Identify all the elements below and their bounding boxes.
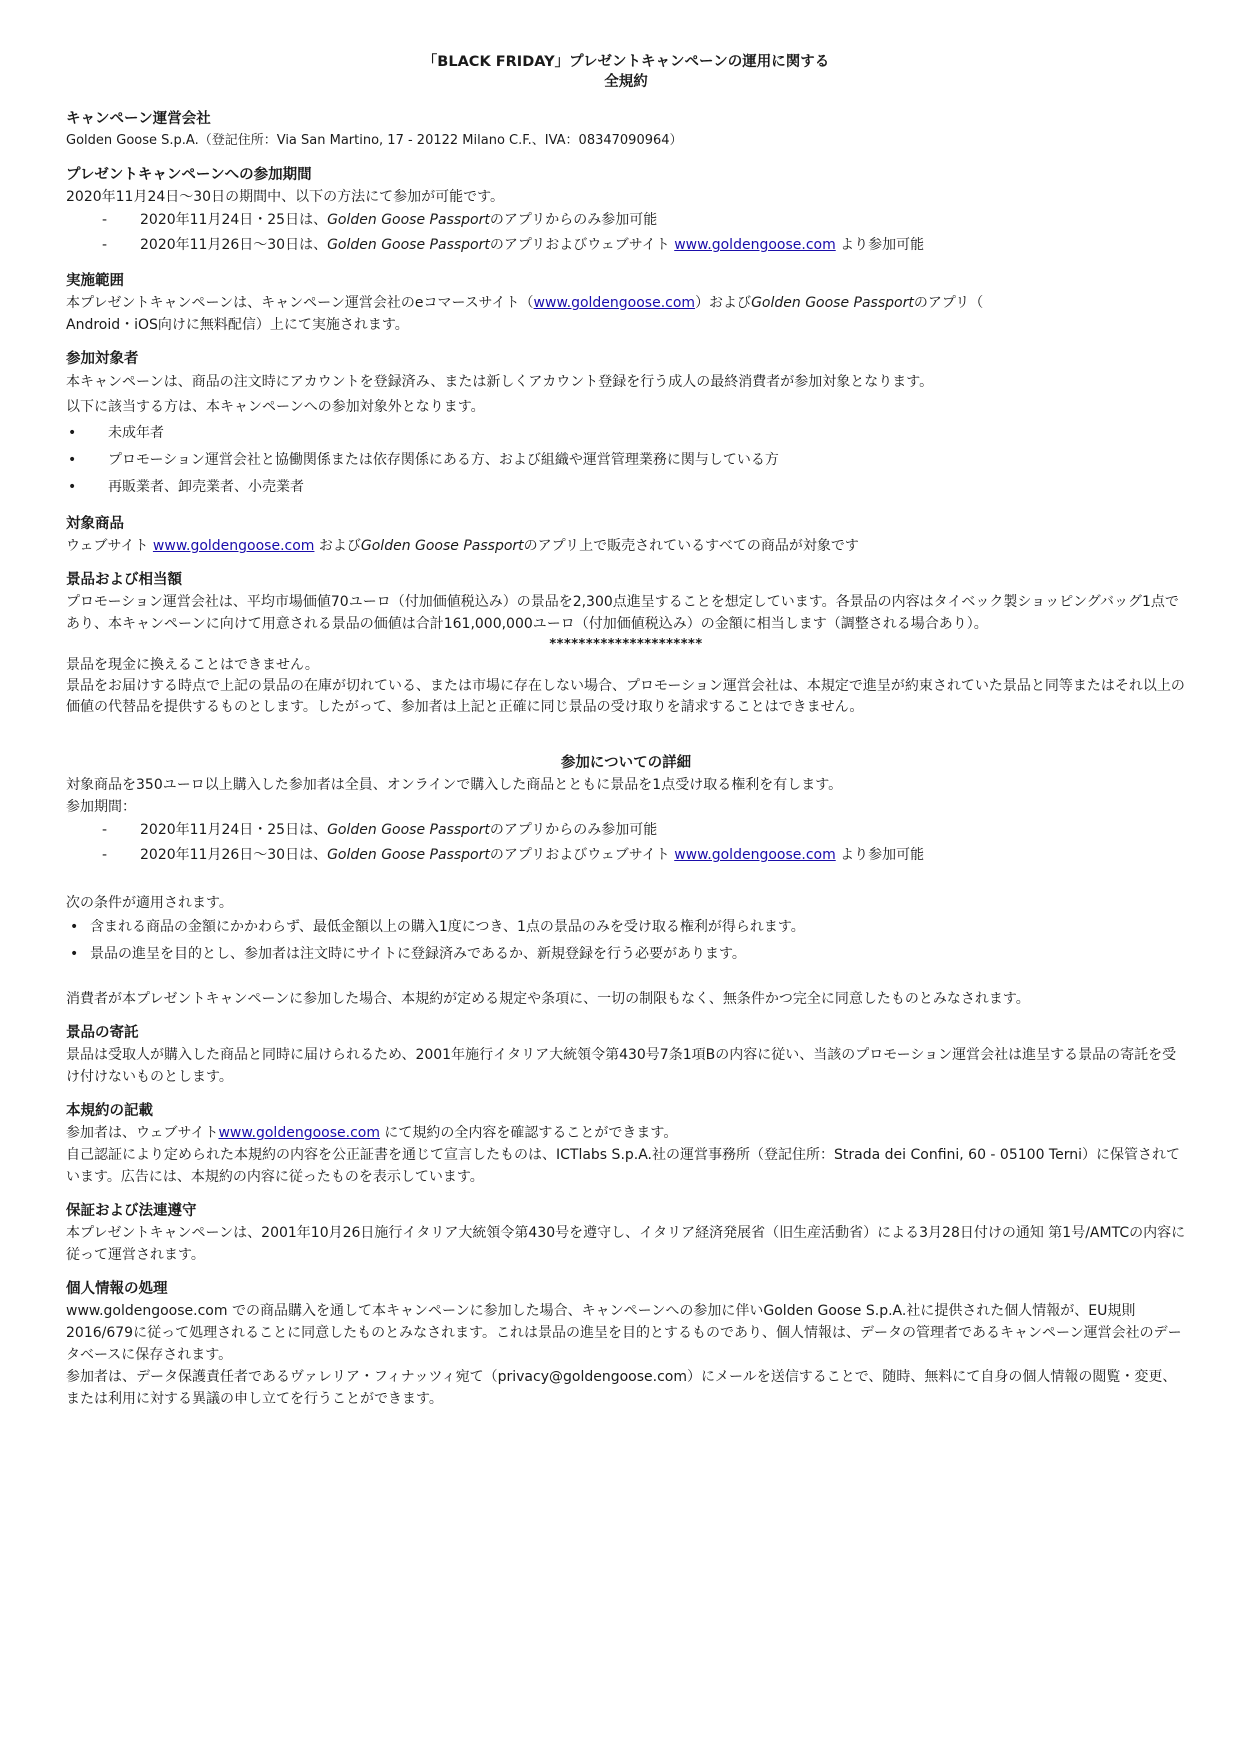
- item-text: より参加可能: [835, 847, 925, 863]
- section-heading: 参加についての詳細: [560, 755, 692, 771]
- operator-text: Golden Goose S.p.A.（登記住所：Via San Martino, 17 - 20122 Milano C.F.、IVA：08347090964）: [66, 133, 683, 148]
- publication-text: [66, 1122, 1186, 1144]
- section-compliance: [66, 1200, 1186, 1266]
- app-name: Golden Goose Passport: [327, 212, 490, 228]
- scope-text-part: ）および: [695, 295, 752, 311]
- item-text: プロモーション運営会社と協働関係または依存関係にある方、および組織や運営管理業務に関与している方: [108, 452, 779, 468]
- publication-text-part: にて規約の全内容を確認することができます。: [379, 1125, 678, 1141]
- title-line-2: 全規約: [604, 74, 648, 90]
- privacy-paragraph-2: 参加者は、データ保護責任者であるヴァレリア・フィナッツィ宛て（privacy@goldengoose.com）にメールを送信することで、随時、無料にて自身の個人情報の閲覧・変更、または利用に対する異議の申し立てを行うことができます。: [66, 1369, 1177, 1407]
- scope-text-part: 本プレゼントキャンペーンは、キャンペーン運営会社のeコマースサイト（: [66, 295, 534, 311]
- item-text: のアプリおよびウェブサイト: [489, 237, 675, 253]
- app-name: Golden Goose Passport: [360, 538, 524, 554]
- exclusion-list: [66, 420, 1186, 501]
- item-text: のアプリからのみ参加可能: [489, 212, 658, 228]
- app-name: Golden Goose Passport: [327, 847, 490, 863]
- agreement-text: 消費者が本プレゼントキャンペーンに参加した場合、本規約が定める規定や条項に、一切の制限もなく、無条件かつ完全に同意したものとみなされます。: [66, 991, 1030, 1007]
- item-text: 未成年者: [108, 425, 164, 441]
- list-item: [70, 941, 1186, 968]
- section-heading: 対象商品: [66, 516, 124, 532]
- section-prize: [66, 569, 1186, 718]
- bullet-marker: •: [68, 425, 77, 441]
- dash-marker: -: [102, 822, 108, 838]
- list-item: [70, 914, 1186, 941]
- section-eligibility: [66, 348, 1186, 501]
- compliance-text: 本プレゼントキャンペーンは、2001年10月26日施行イタリア大統領令第430号を遵守し、イタリア経済発展省（旧生産活動省）による3月28日付けの通知 第1号/AMTCの内容に従って運営されます。: [66, 1225, 1186, 1263]
- list-item: [102, 818, 1186, 843]
- item-text: 再販業者、卸売業者、小売業者: [108, 479, 304, 495]
- item-text: のアプリからのみ参加可能: [489, 822, 658, 838]
- list-item: [66, 420, 1186, 447]
- section-products: [66, 513, 1186, 557]
- privacy-paragraph-1: www.goldengoose.com での商品購入を通して本キャンペーンに参加した場合、キャンペーンへの参加に伴いGolden Goose S.p.A.社に提供された個人情報が、EU規則 2016/679に従って処理されることに同意したものとみなされます。これは景品の進呈を目的とするものであり、個人情報は、データの管理者であるキャンペーン運営会社のデータベースに保存されます。: [66, 1303, 1182, 1363]
- section-heading: プレゼントキャンペーンへの参加期間: [66, 167, 312, 183]
- products-text-part: のアプリ上で販売されているすべての商品が対象です: [523, 538, 859, 554]
- section-heading: 個人情報の処理: [66, 1281, 168, 1297]
- dash-marker: -: [102, 237, 108, 253]
- details-period-list: [102, 818, 1186, 868]
- section-privacy: [66, 1278, 1186, 1410]
- details-period-label: 参加期間：: [66, 799, 136, 815]
- website-link[interactable]: www.goldengoose.com: [674, 237, 836, 253]
- item-text: 2020年11月24日・25日は、: [140, 212, 328, 228]
- item-text: 景品の進呈を目的とし、参加者は注文時にサイトに登録済みであるか、新規登録を行う必要があります。: [90, 946, 746, 962]
- item-text: 2020年11月24日・25日は、: [140, 822, 328, 838]
- publication-text-part: 参加者は、ウェブサイト: [66, 1125, 219, 1141]
- title-line-1: 「BLACK FRIDAY」プレゼントキャンペーンの運用に関する: [422, 54, 830, 70]
- scope-text: [66, 292, 1186, 314]
- website-link[interactable]: www.goldengoose.com: [533, 295, 696, 311]
- section-heading: 景品および相当額: [66, 572, 182, 588]
- prize-cash-note: 景品を現金に換えることはできません。: [66, 657, 319, 673]
- list-item: [66, 447, 1186, 474]
- section-heading: 景品の寄託: [66, 1025, 139, 1041]
- app-name: Golden Goose Passport: [327, 822, 490, 838]
- publication-line-2: 自己認証により定められた本規約の内容を公正証書を通じて宣言したものは、ICTlabs S.p.A.社の運営事務所（登記住所：Strada dei Confini, 60 - 05100 Terni）に保管されています。広告には、本規約の内容に従ったものを表示しています。: [66, 1147, 1180, 1185]
- separator-stars: *********************: [549, 637, 703, 652]
- section-details: [66, 752, 1186, 1010]
- prize-substitute-note: 景品をお届けする時点で上記の景品の在庫が切れている、または市場に存在しない場合、プロモーション運営会社は、本規定で進呈が約束されていた景品と同等またはそれ以上の価値の代替品を提供するものとします。したがって、参加者は上記と正確に同じ景品の受け取りを請求することはできません。: [66, 678, 1185, 715]
- list-item: [102, 233, 1186, 258]
- list-item: [102, 208, 1186, 233]
- section-deposit: [66, 1022, 1186, 1088]
- products-text: [66, 535, 1186, 557]
- item-text: 2020年11月26日〜30日は、: [140, 847, 328, 863]
- products-text-part: ウェブサイト: [66, 538, 153, 554]
- section-operator: [66, 108, 1186, 152]
- section-heading: 保証および法連遵守: [66, 1203, 197, 1219]
- section-heading: キャンペーン運営会社: [66, 111, 211, 127]
- products-text-part: および: [314, 538, 361, 554]
- list-item: [102, 843, 1186, 868]
- bullet-marker: •: [70, 946, 79, 962]
- list-item: [66, 474, 1186, 501]
- item-text: 含まれる商品の金額にかかわらず、最低金額以上の購入1度につき、1点の景品のみを受け取る権利が得られます。: [90, 919, 805, 935]
- scope-text-part: のアプリ（: [913, 295, 984, 311]
- dash-marker: -: [102, 847, 108, 863]
- eligibility-line-2: 以下に該当する方は、本キャンペーンへの参加対象外となります。: [66, 399, 485, 415]
- deposit-text: 景品は受取人が購入した商品と同時に届けられるため、2001年施行イタリア大統領令第430号7条1項Bの内容に従い、当該のプロモーション運営会社は進呈する景品の寄託を受け付けないものとします。: [66, 1047, 1177, 1085]
- dash-marker: -: [102, 212, 108, 228]
- prize-paragraph: プロモーション運営会社は、平均市場価値70ユーロ（付加価値税込み）の景品を2,300点進呈することを想定しています。各景品の内容はタイベック製ショッピングバッグ1点であり、本キャンペーンに向けて用意される景品の価値は合計161,000,000ユーロ（付加価値税込み）の金額に相当します（調整される場合あり）。: [66, 594, 1179, 632]
- app-name: Golden Goose Passport: [751, 295, 914, 311]
- document-page: [66, 52, 1186, 1410]
- eligibility-line-1: 本キャンペーンは、商品の注文時にアカウントを登録済み、または新しくアカウント登録を行う成人の最終消費者が参加対象となります。: [66, 374, 934, 390]
- section-heading: 実施範囲: [66, 273, 124, 289]
- section-period: [66, 164, 1186, 258]
- section-publication: [66, 1100, 1186, 1188]
- conditions-list: [70, 914, 1186, 968]
- conditions-intro: 次の条件が適用されます。: [66, 895, 233, 911]
- website-link[interactable]: www.goldengoose.com: [218, 1125, 380, 1141]
- website-link[interactable]: www.goldengoose.com: [674, 847, 836, 863]
- period-intro: 2020年11月24日〜30日の期間中、以下の方法にて参加が可能です。: [66, 189, 504, 205]
- bullet-marker: •: [68, 479, 77, 495]
- bullet-marker: •: [68, 452, 77, 468]
- app-name: Golden Goose Passport: [327, 237, 490, 253]
- details-line-1: 対象商品を350ユーロ以上購入した参加者は全員、オンラインで購入した商品とともに景品を1点受け取る権利を有します。: [66, 777, 843, 793]
- document-title: [66, 52, 1186, 92]
- bullet-marker: •: [70, 919, 79, 935]
- scope-text-line-2: Android・iOS向けに無料配信）上にて実施されます。: [66, 317, 409, 333]
- section-scope: [66, 270, 1186, 336]
- section-heading: 参加対象者: [66, 351, 139, 367]
- item-text: 2020年11月26日〜30日は、: [140, 237, 328, 253]
- section-heading: 本規約の記載: [66, 1103, 153, 1119]
- website-link[interactable]: www.goldengoose.com: [152, 538, 315, 554]
- item-text: のアプリおよびウェブサイト: [489, 847, 675, 863]
- period-list: [102, 208, 1186, 258]
- item-text: より参加可能: [835, 237, 925, 253]
